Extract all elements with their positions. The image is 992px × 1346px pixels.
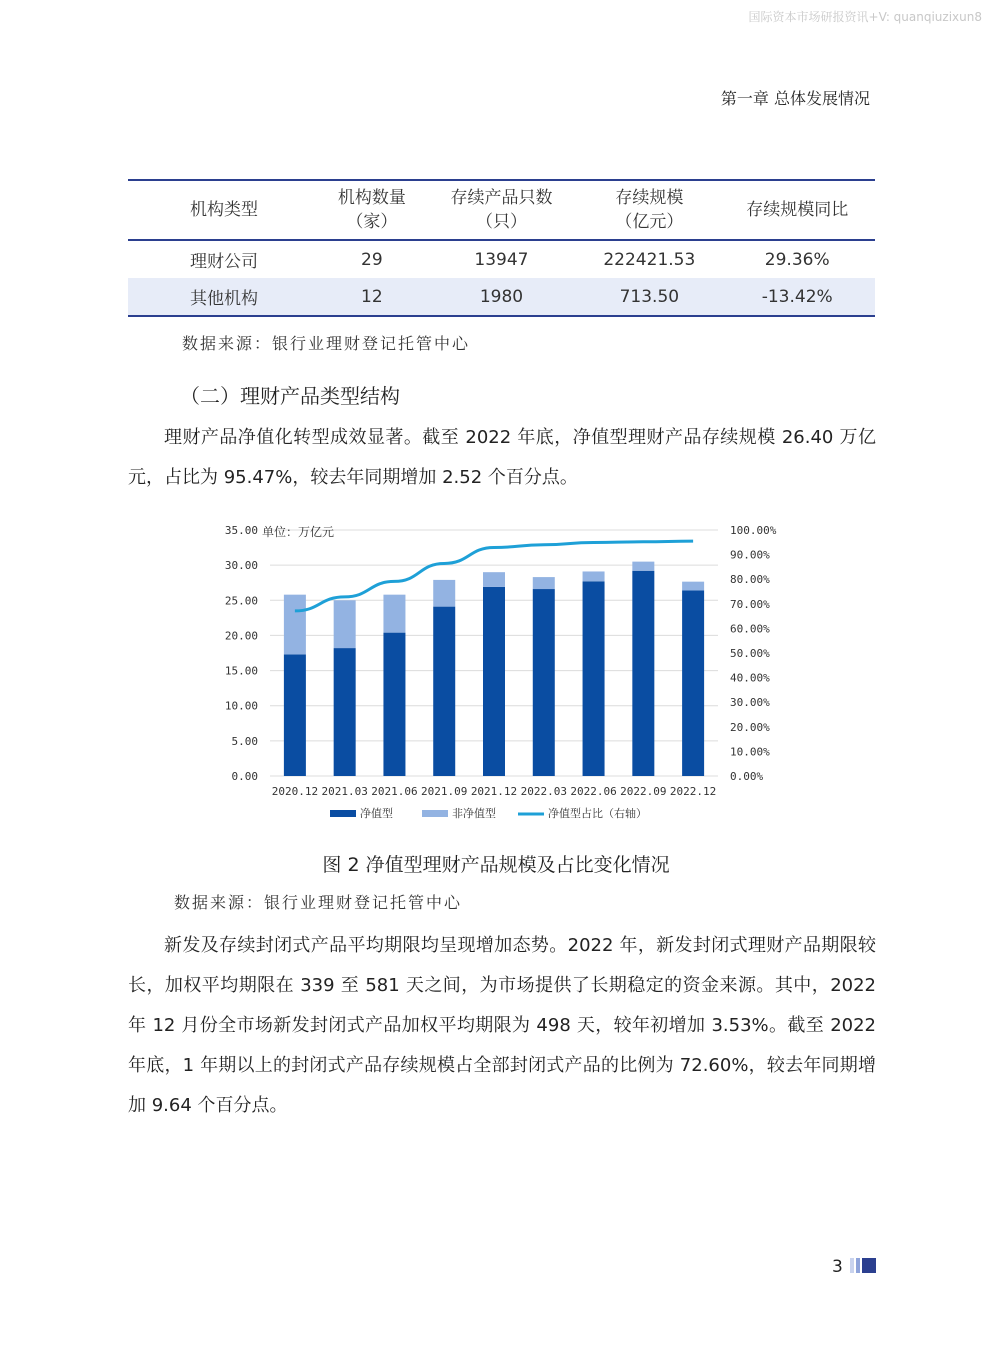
bar-non-nav [533,577,555,589]
table-cell: 29 [361,249,383,270]
page-marker-icon [850,1258,876,1273]
bar-nav [682,590,704,776]
table-header-cell: 机构类型 [128,180,320,240]
x-tick-label: 2020.12 [271,785,319,798]
bar-non-nav [483,572,505,587]
y-right-tick-label: 50.00% [730,647,770,660]
table-header-cell: 机构数量 （家） [320,180,424,240]
bar-non-nav [682,582,704,591]
table-cell: 12 [320,278,424,316]
y-left-tick-label: 10.00 [224,699,258,713]
chart-svg [210,516,790,832]
y-left-tick-label: 5.00 [231,734,258,748]
y-right-tick-label: 10.00% [730,745,770,759]
legend-swatch [330,810,356,817]
y-right-tick-label: 0.00% [730,770,764,783]
bar-non-nav [433,580,455,607]
bar-non-nav [334,600,356,648]
table-row [128,278,875,316]
y-right-tick-label: 100.00% [730,524,777,537]
bar-nav [632,571,654,776]
figure-caption: 图 2 净值型理财产品规模及占比变化情况 [322,854,670,876]
y-right-tick-label: 30.00% [730,696,770,710]
paragraph-1: 理财产品净值化转型成效显著。截至 2022 年底，净值型理财产品存续规模 26.40 万亿元，占比为 95.47%，较去年同期增加 2.52 个百分点。 [128,427,876,488]
paragraph-2: 新发及存续封闭式产品平均期限均呈现增加态势。2022 年，新发封闭式理财产品期限较长，加权平均期限在 339 至 581 天之间，为市场提供了长期稳定的资金来源。其中，2022 年 12 月份全市场新发封闭式产品加权平均期限为 498 天，较年初增加 3.53%。截至 2022 年底，1 年期以上的封闭式产品存续规模占全部封闭式产品的比例为 72.60%，较去年同期增加 9.64 个百分点。 [128,935,876,1116]
bar-nav [533,589,555,776]
bar-nav [284,654,306,776]
y-left-tick-label: 35.00 [224,524,258,537]
bar-nav [334,648,356,776]
unit-label: 单位：万亿元 [262,525,335,539]
table-cell: 其他机构 [128,278,320,316]
table-cell: -13.42% [719,278,875,316]
table-cell: 13947 [474,249,529,270]
bar-nav [383,633,405,776]
x-tick-label: 2021.03 [321,785,368,798]
x-tick-label: 2022.12 [669,785,717,798]
x-tick-label: 2022.09 [620,785,667,798]
table-row [128,240,875,278]
bar-nav [433,607,455,776]
y-left-tick-label: 25.00 [224,594,258,608]
bar-non-nav [284,595,306,655]
table-cell: 1980 [424,278,580,316]
table-header-cell: 存续规模同比 [719,180,875,240]
bar-non-nav [583,571,605,581]
y-left-tick-label: 15.00 [224,664,258,678]
x-tick-label: 2022.06 [570,785,617,798]
y-right-tick-label: 40.00% [730,671,770,685]
legend-label: 净值型占比（右轴） [548,807,647,820]
y-left-tick-label: 0.00 [231,770,258,783]
y-left-tick-label: 20.00 [224,629,258,643]
chapter-header: 第一章 总体发展情况 [720,89,870,108]
bar-nav [483,587,505,776]
table-header-cell: 存续规模 （亿元） [579,180,719,240]
y-right-tick-label: 90.00% [730,548,770,562]
legend-label: 非净值型 [452,807,496,820]
nav-scale-chart [210,516,790,832]
table-cell: 713.50 [579,278,719,316]
institution-table [128,179,875,317]
page-number: 3 [832,1257,843,1277]
x-tick-label: 2021.06 [371,785,418,798]
table-cell: 222421.53 [603,249,696,270]
y-right-tick-label: 80.00% [730,573,770,587]
chart-source: 数据来源：银行业理财登记托管中心 [174,893,463,912]
x-tick-label: 2022.03 [520,785,567,798]
x-tick-label: 2021.12 [470,785,518,798]
y-right-tick-label: 20.00% [730,720,770,734]
table-header-cell: 存续产品只数 （只） [424,180,580,240]
legend-label: 净值型 [360,807,393,820]
bar-non-nav [383,595,405,633]
legend-swatch [422,810,448,817]
y-right-tick-label: 70.00% [730,597,770,611]
bar-nav [583,581,605,776]
y-right-tick-label: 60.00% [730,622,770,636]
table-header-row [128,180,875,240]
section-heading: （二）理财产品类型结构 [180,384,400,408]
y-left-tick-label: 30.00 [224,559,258,573]
table-cell: 理财公司 [190,252,258,272]
watermark: 国际资本市场研报资讯+V: quanqiuzixun8 [748,10,982,24]
table-source: 数据来源：银行业理财登记托管中心 [182,334,471,353]
x-tick-label: 2021.09 [421,785,468,798]
bar-non-nav [632,562,654,571]
table-cell: 29.36% [764,249,830,270]
